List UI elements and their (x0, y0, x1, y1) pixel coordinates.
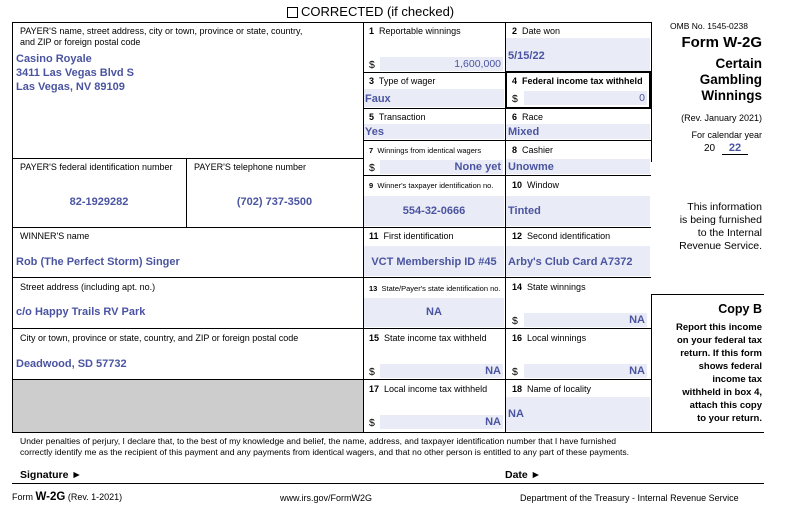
copy-b-line-5: income tax (712, 374, 762, 385)
perjury-line-1: Under penalties of perjury, I declare that, to the best of my knowledge and belief, the name, address, and taxpayer identification number that I have furnished (20, 436, 617, 446)
box2-label: 2 Date won (512, 26, 561, 36)
box14-value[interactable]: NA (629, 314, 645, 326)
box17-label: 17 Local income tax withheld (369, 384, 488, 394)
box1-label: 1 Reportable winnings (369, 26, 461, 36)
box13-value[interactable]: NA (426, 306, 442, 318)
corrected-label: CORRECTED (if checked) (301, 4, 455, 19)
box6-value[interactable]: Mixed (508, 126, 540, 138)
rule-mid-3 (363, 140, 651, 141)
box16-dollar: $ (512, 366, 518, 378)
box15-dollar: $ (369, 366, 375, 378)
box5-label: 5 Transaction (369, 112, 426, 122)
rule-col4-top (651, 22, 652, 162)
rule-mid-6 (363, 277, 651, 278)
box7-label: 7 Winnings from identical wagers (369, 146, 482, 155)
info-line-1: This information (687, 201, 762, 213)
rule-left-1 (12, 158, 363, 159)
winner-name[interactable]: Rob (The Perfect Storm) Singer (16, 256, 180, 268)
payer-phone[interactable]: (702) 737-3500 (236, 196, 313, 208)
box10-label: 10 Window (512, 180, 560, 190)
box1-dollar: $ (369, 59, 375, 71)
signature-label: Signature ► (20, 469, 82, 481)
perjury-line-2: correctly identify me as the recipient of this payment and any payments from identical wagers, and that no other person is entitled to any part of these payments. (20, 447, 630, 457)
info-line-2: is being furnished (679, 214, 762, 226)
box8-value[interactable]: Unowme (508, 161, 554, 173)
box11-value[interactable]: VCT Membership ID #45 (371, 256, 497, 268)
info-line-3: to the Internal (697, 227, 762, 239)
rule-left-2 (12, 227, 363, 228)
calendar-year-label: For calendar year (691, 130, 762, 140)
rule-copyb-top (651, 294, 764, 295)
form-revision: (Rev. January 2021) (681, 113, 762, 123)
box3-label: 3 Type of wager (369, 76, 436, 86)
box12-value[interactable]: Arby's Club Card A7372 (508, 256, 633, 268)
copy-b-line-8: to your return. (697, 413, 762, 424)
corrected-checkbox[interactable] (287, 7, 298, 18)
winner-city-label: City or town, province or state, country, and ZIP or foreign postal code (20, 333, 299, 343)
payer-name-label-2: and ZIP or foreign postal code (20, 37, 141, 47)
box11-label: 11 First identification (369, 231, 454, 241)
copy-b-instructions (652, 321, 762, 425)
box9-value[interactable]: 554-32-0666 (402, 205, 466, 217)
rule-perjury-top (12, 432, 764, 433)
box3-value[interactable]: Faux (365, 93, 391, 105)
payer-fed-id[interactable]: 82-1929282 (69, 196, 129, 208)
calendar-year-input[interactable]: 22 (722, 142, 748, 155)
footer-url: www.irs.gov/FormW2G (280, 493, 373, 503)
rule-mid-8 (363, 379, 651, 380)
payer-street[interactable]: 3411 Las Vegas Blvd S (16, 67, 135, 79)
box12-label: 12 Second identification (512, 231, 611, 241)
box4-label: 4 Federal income tax withheld (512, 76, 643, 86)
box16-value[interactable]: NA (629, 365, 645, 377)
footer-form: Form W-2G (Rev. 1-2021) (12, 491, 123, 503)
form-subtitle-1: Certain (715, 56, 762, 71)
payer-city[interactable]: Las Vegas, NV 89109 (16, 81, 125, 93)
rule-left-3 (12, 277, 363, 278)
rule-signature (12, 483, 764, 484)
shaded-area (13, 380, 363, 432)
box4-dollar: $ (512, 93, 518, 105)
winner-street[interactable]: c/o Happy Trails RV Park (16, 306, 146, 318)
winner-street-label: Street address (including apt. no.) (20, 282, 156, 292)
box1-value[interactable]: 1,600,000 (454, 58, 501, 70)
rule-left-4 (12, 328, 363, 329)
copy-b-line-2: on your federal tax (677, 335, 762, 346)
box13-label: 13 State/Payer's state identification no. (369, 284, 501, 293)
copy-b-line-4: shows federal (698, 361, 762, 372)
rule-fedid-split (186, 158, 187, 227)
box5-fill (364, 124, 504, 139)
winner-name-label: WINNER'S name (20, 231, 90, 241)
box17-value[interactable]: NA (485, 416, 501, 428)
box18-label: 18 Name of locality (512, 384, 592, 394)
box17-dollar: $ (369, 417, 375, 429)
box7-value[interactable]: None yet (454, 161, 501, 173)
box15-value[interactable]: NA (485, 365, 501, 377)
date-label: Date ► (505, 469, 542, 481)
box8-label: 8 Cashier (512, 145, 554, 155)
box15-label: 15 State income tax withheld (369, 333, 487, 343)
box9-label: 9 Winner's taxpayer identification no. (369, 181, 494, 190)
box14-label: 14 State winnings (512, 282, 586, 292)
box18-value[interactable]: NA (508, 408, 524, 420)
info-text (652, 201, 762, 253)
box7-dollar: $ (369, 162, 375, 174)
calendar-year-prefix: 20 (704, 143, 716, 154)
box6-label: 6 Race (512, 112, 544, 122)
copy-b-line-6: withheld in box 4, (682, 387, 762, 398)
box5-value[interactable]: Yes (365, 126, 384, 138)
rule-mid-7 (363, 328, 651, 329)
box10-value[interactable]: Tinted (508, 205, 541, 217)
box14-dollar: $ (512, 315, 518, 327)
rule-mid-4 (363, 175, 651, 176)
box16-label: 16 Local winnings (512, 333, 587, 343)
form-subtitle-2: Gambling (699, 72, 762, 87)
copy-b-line-3: return. If this form (680, 348, 762, 359)
copy-b-title: Copy B (718, 302, 762, 316)
form-subtitle-3: Winnings (701, 88, 762, 103)
rule-top (12, 22, 652, 23)
info-line-4: Revenue Service. (679, 240, 762, 252)
payer-name[interactable]: Casino Royale (16, 53, 92, 65)
box18-fill (506, 397, 650, 431)
payer-phone-label: PAYER'S telephone number (194, 162, 306, 172)
box2-value[interactable]: 5/15/22 (508, 50, 545, 62)
copy-b-line-7: attach this copy (689, 400, 762, 411)
payer-fed-id-label: PAYER'S federal identification number (20, 162, 173, 172)
winner-city[interactable]: Deadwood, SD 57732 (16, 358, 127, 370)
form-title: Form W-2G (681, 34, 762, 51)
omb-number: OMB No. 1545-0238 (670, 21, 748, 31)
rule-mid-5 (363, 227, 651, 228)
footer-dept: Department of the Treasury - Internal Revenue Service (520, 493, 739, 503)
payer-name-label: PAYER'S name, street address, city or town, province or state, country, (20, 26, 303, 36)
box4-value[interactable]: 0 (639, 92, 645, 104)
copy-b-line-1: Report this income (675, 322, 762, 333)
